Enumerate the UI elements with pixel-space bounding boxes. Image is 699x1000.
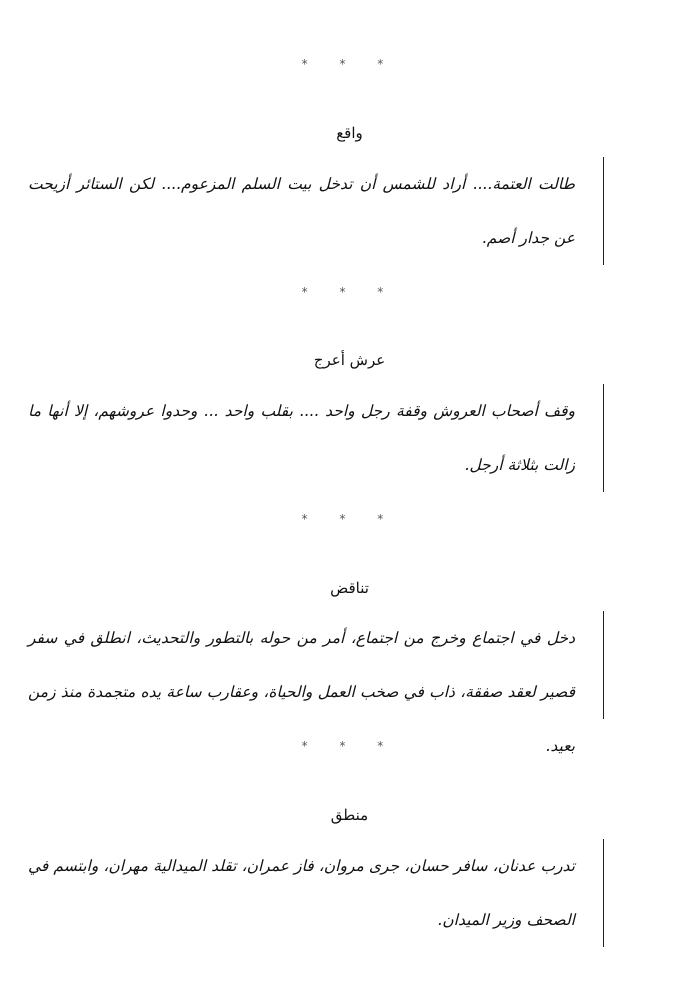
story-title: منطق [330, 806, 369, 824]
section-separator: * * * [301, 739, 398, 753]
story-text: تدرب عدنان، سافر حسان، جرى مروان، فاز عمران، تقلد الميدالية مهران، وابتسم في الصحف وزير الميدان. [28, 839, 604, 947]
story-title: عرش أعرج [313, 351, 386, 369]
section-separator: * * * [301, 512, 398, 526]
story-text: دخل في اجتماع وخرج من اجتماع، أمر من حوله بالتطور والتحديث، انطلق في سفر قصير لعقد صفقة، ذاب في صخب العمل والحياة، وعقارب ساعة يده متجمدة منذ زمن بعيد. [28, 611, 604, 719]
section-separator: * * * [301, 57, 398, 71]
story-text: وقف أصحاب العروش وقفة رجل واحد .... بقلب واحد ... وحدوا عروشهم، إلا أنها ما زالت بثلاثة أرجل. [28, 384, 604, 492]
story-text: طالت العتمة.... أراد للشمس أن تدخل بيت السلم المزعوم.... لكن الستائر أزيحت عن جدار أصم. [28, 157, 604, 265]
story-title: واقع [336, 124, 363, 142]
section-separator: * * * [301, 285, 398, 299]
story-title: تناقض [330, 579, 369, 597]
